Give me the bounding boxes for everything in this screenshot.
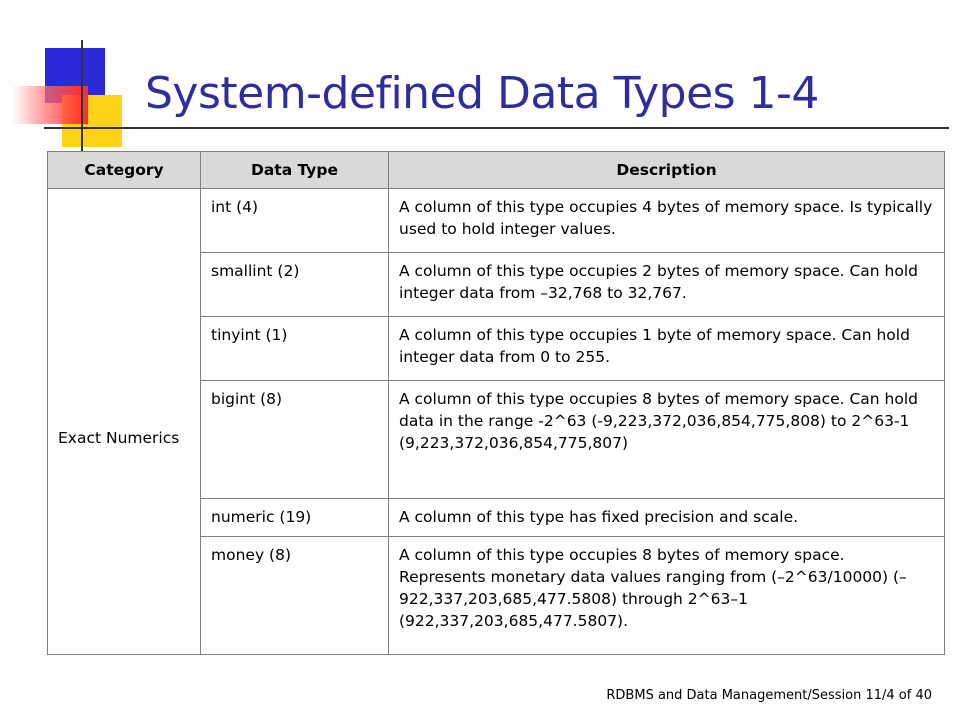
header-description: Description — [389, 152, 945, 189]
description-cell: A column of this type occupies 8 bytes of memory space. Can hold data in the range -2^63 (-9,223,372,036,854,775,808) to 2^63-1 (9,223,372,036,854,775,807) — [389, 381, 945, 499]
slide-footer: RDBMS and Data Management/Session 11/4 of 40 — [606, 688, 932, 703]
title-underline — [44, 127, 949, 129]
data-type-cell: numeric (19) — [201, 499, 389, 537]
logo-red-block — [12, 86, 88, 124]
description-cell: A column of this type has fixed precision and scale. — [389, 499, 945, 537]
data-type-cell: money (8) — [201, 537, 389, 655]
description-cell: A column of this type occupies 4 bytes of memory space. Is typically used to hold integer values. — [389, 189, 945, 253]
data-types-table — [47, 151, 945, 655]
data-type-cell: tinyint (1) — [201, 317, 389, 381]
table-row — [48, 189, 945, 253]
data-type-cell: smallint (2) — [201, 253, 389, 317]
category-cell: Exact Numerics — [48, 189, 201, 655]
description-cell: A column of this type occupies 8 bytes of memory space. Represents monetary data values ranging from (–2^63/10000) (–922,337,203,685,477.5808) through 2^63–1 (922,337,203,685,477.5807). — [389, 537, 945, 655]
header-category: Category — [48, 152, 201, 189]
description-cell: A column of this type occupies 1 byte of memory space. Can hold integer data from 0 to 255. — [389, 317, 945, 381]
header-data-type: Data Type — [201, 152, 389, 189]
table-header-row — [48, 152, 945, 189]
logo-vertical-line — [81, 40, 83, 152]
slide-title: System-defined Data Types 1-4 — [145, 68, 819, 119]
description-cell: A column of this type occupies 2 bytes of memory space. Can hold integer data from –32,768 to 32,767. — [389, 253, 945, 317]
data-type-cell: int (4) — [201, 189, 389, 253]
data-type-cell: bigint (8) — [201, 381, 389, 499]
